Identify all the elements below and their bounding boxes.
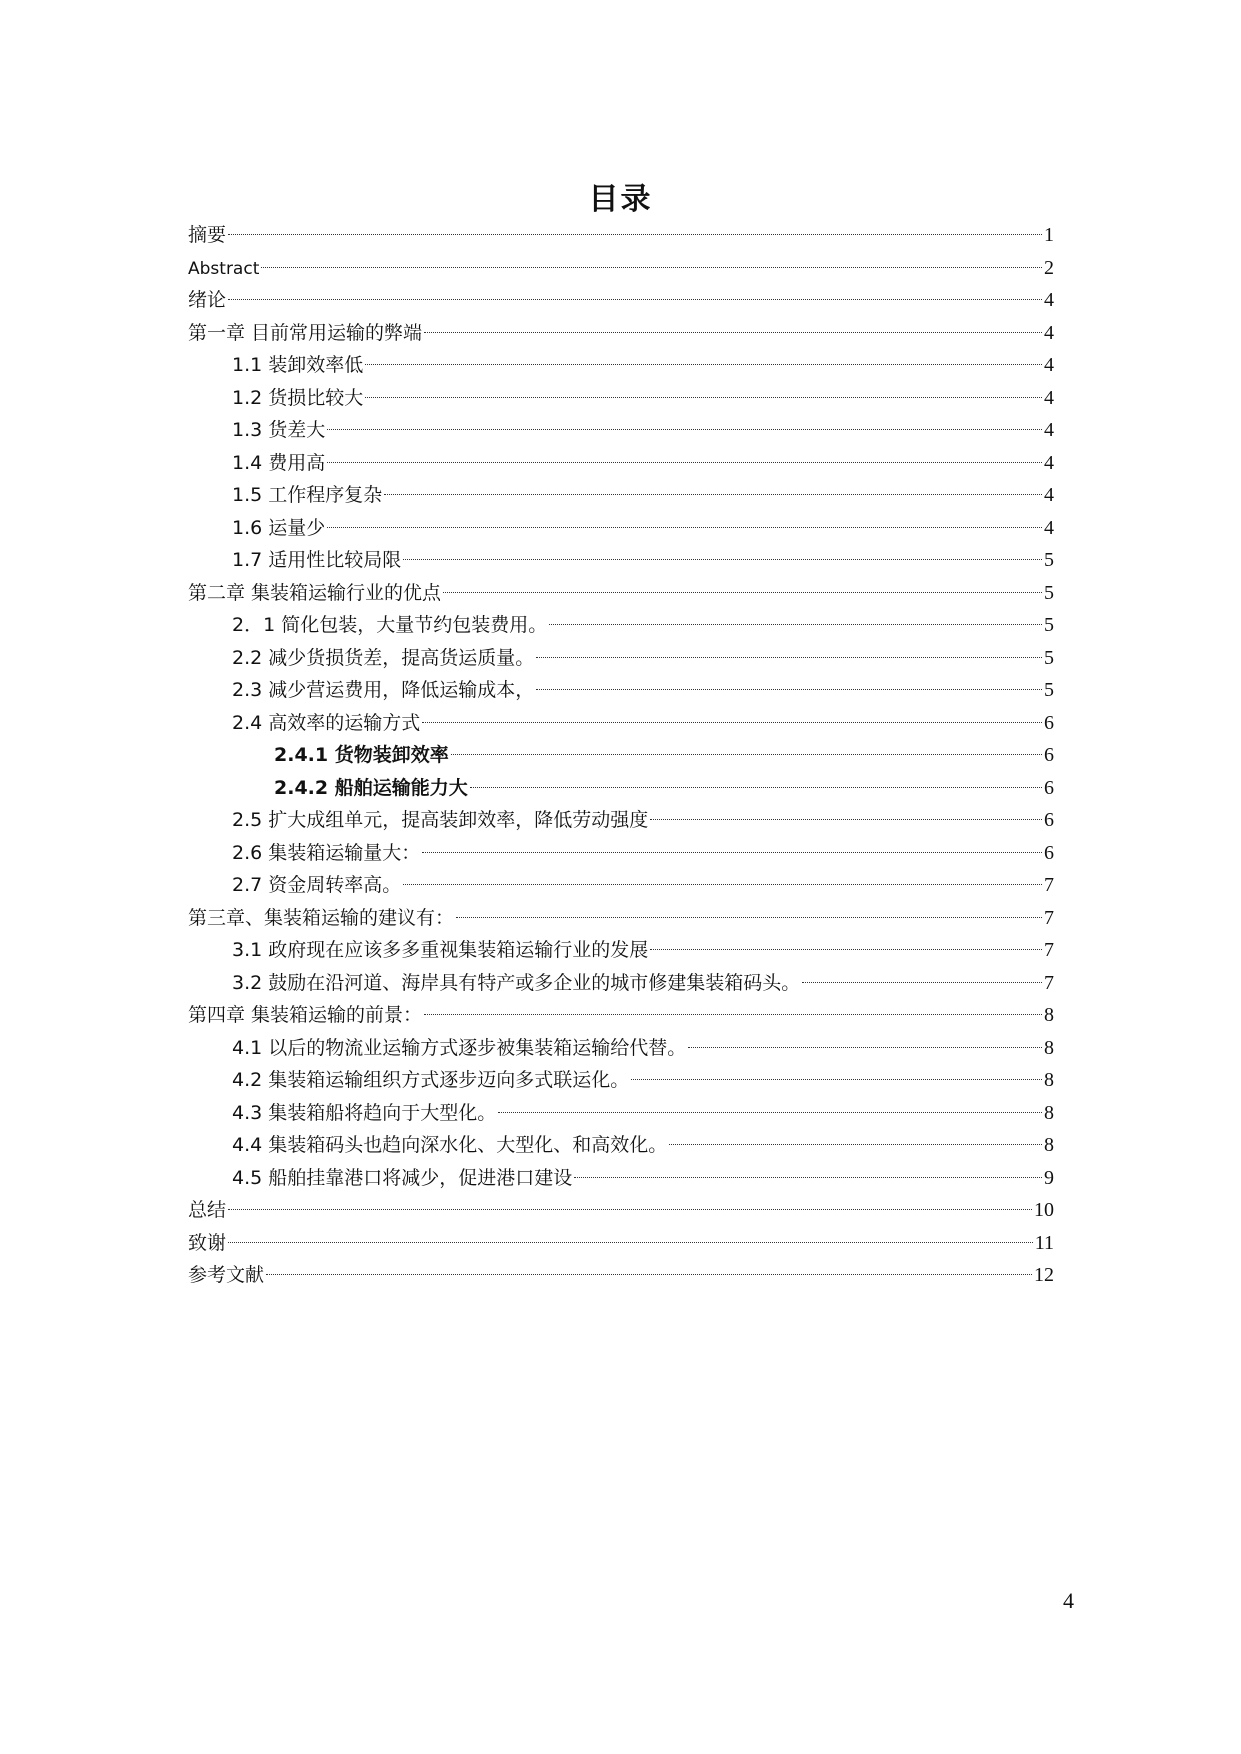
dot-leader	[266, 1274, 1032, 1275]
toc-entry[interactable]	[188, 252, 1054, 285]
toc-entry-label: 3.2 鼓励在沿河道、海岸具有特产或多企业的城市修建集装箱码头。	[232, 971, 801, 994]
toc-entry-label: 2.7 资金周转率高。	[232, 874, 402, 896]
dot-leader	[650, 819, 1042, 820]
dot-leader	[498, 1112, 1042, 1113]
toc-entry-page-number: 8	[1044, 1134, 1054, 1156]
toc-entry[interactable]	[188, 674, 1054, 707]
dot-leader	[536, 689, 1042, 690]
dot-leader	[549, 624, 1042, 625]
toc-entry[interactable]	[188, 967, 1054, 1000]
toc-entry[interactable]	[188, 869, 1054, 902]
toc-entry[interactable]	[188, 1162, 1054, 1195]
toc-entry-label: 2.2 减少货损货差，提高货运质量。	[232, 646, 535, 669]
toc-entry-page-number: 7	[1044, 874, 1054, 896]
toc-entry-page-number: 7	[1044, 971, 1054, 994]
dot-leader	[327, 462, 1042, 463]
toc-entry-label: 摘要	[188, 224, 227, 246]
toc-entry-label: 1.4 费用高	[232, 451, 326, 474]
toc-entry-page-number: 6	[1044, 744, 1054, 766]
toc-entry[interactable]	[188, 382, 1054, 415]
toc-entry-page-number: 9	[1044, 1166, 1054, 1189]
dot-leader	[688, 1047, 1042, 1048]
toc-entry-page-number: 5	[1044, 581, 1054, 604]
toc-entry-page-number: 1	[1044, 224, 1054, 246]
toc-entry[interactable]	[188, 1227, 1054, 1260]
toc-entry-label: 第二章 集装箱运输行业的优点	[188, 581, 442, 604]
toc-entry[interactable]	[188, 219, 1054, 252]
toc-entry-page-number: 4	[1044, 289, 1054, 311]
toc-entry-label: 2.4.1 货物装卸效率	[274, 744, 449, 766]
toc-entry-page-number: 4	[1044, 419, 1054, 441]
toc-entry[interactable]	[188, 837, 1054, 870]
toc-entry-label: 1.5 工作程序复杂	[232, 484, 383, 506]
dot-leader	[443, 592, 1042, 593]
toc-entry[interactable]	[188, 1064, 1054, 1097]
toc-entry-page-number: 8	[1044, 1004, 1054, 1026]
toc-entry[interactable]	[188, 707, 1054, 740]
toc-entry-page-number: 10	[1034, 1199, 1054, 1221]
dot-leader	[574, 1177, 1042, 1178]
dot-leader	[327, 527, 1042, 528]
toc-entry-page-number: 6	[1044, 841, 1054, 864]
toc-entry[interactable]	[188, 642, 1054, 675]
dot-leader	[228, 1242, 1033, 1243]
toc-entry[interactable]	[188, 1032, 1054, 1065]
toc-entry-page-number: 8	[1044, 1036, 1054, 1059]
dot-leader	[669, 1144, 1042, 1145]
dot-leader	[327, 429, 1042, 430]
toc-entry[interactable]	[188, 1194, 1054, 1227]
toc-entry-page-number: 5	[1044, 646, 1054, 669]
toc-entry-page-number: 4	[1044, 386, 1054, 409]
toc-entry-label: 2.5 扩大成组单元，提高装卸效率，降低劳动强度	[232, 809, 649, 831]
dot-leader	[403, 559, 1042, 560]
toc-entry-label: 2.4 高效率的运输方式	[232, 711, 421, 734]
toc-entry-page-number: 5	[1044, 549, 1054, 571]
toc-entry-page-number: 5	[1044, 679, 1054, 701]
dot-leader	[631, 1079, 1042, 1080]
toc-entry-label: 1.3 货差大	[232, 419, 326, 441]
toc-entry-page-number: 4	[1044, 451, 1054, 474]
toc-entry[interactable]	[188, 804, 1054, 837]
toc-entry-label: 绪论	[188, 289, 227, 311]
dot-leader	[650, 949, 1042, 950]
toc-entry-label: 2.6 集装箱运输量大：	[232, 841, 421, 864]
toc-entry-label: 2.3 减少营运费用，降低运输成本，	[232, 679, 535, 701]
toc-entry-label: 总结	[188, 1199, 227, 1221]
toc-entry-page-number: 4	[1044, 354, 1054, 376]
dot-leader	[365, 364, 1042, 365]
toc-entry-label: 4.1 以后的物流业运输方式逐步被集装箱运输给代替。	[232, 1036, 687, 1059]
toc-entry-label: 3.1 政府现在应该多多重视集装箱运输行业的发展	[232, 939, 649, 961]
toc-entry[interactable]	[188, 317, 1054, 350]
toc-entry-label: Abstract	[188, 258, 260, 279]
toc-entry[interactable]	[188, 999, 1054, 1032]
toc-entry-page-number: 6	[1044, 711, 1054, 734]
toc-entry-page-number: 8	[1044, 1101, 1054, 1124]
dot-leader	[802, 982, 1042, 983]
toc-entry-page-number: 11	[1034, 1231, 1054, 1254]
toc-entry-label: 1.2 货损比较大	[232, 386, 364, 409]
toc-entry-page-number: 4	[1044, 321, 1054, 344]
table-of-contents	[188, 219, 1054, 1292]
dot-leader	[424, 1014, 1042, 1015]
toc-entry-label: 4.2 集装箱运输组织方式逐步迈向多式联运化。	[232, 1069, 630, 1091]
toc-entry-page-number: 7	[1044, 906, 1054, 929]
toc-entry-label: 4.4 集装箱码头也趋向深水化、大型化、和高效化。	[232, 1134, 668, 1156]
toc-entry[interactable]	[188, 349, 1054, 382]
toc-entry[interactable]	[188, 739, 1054, 772]
toc-entry-label: 第三章、集装箱运输的建议有：	[188, 906, 455, 929]
toc-entry[interactable]	[188, 772, 1054, 805]
toc-entry-page-number: 2	[1044, 256, 1054, 279]
toc-entry-label: 2．1 简化包装，大量节约包装费用。	[232, 614, 548, 636]
toc-entry[interactable]	[188, 447, 1054, 480]
dot-leader	[422, 852, 1042, 853]
toc-entry-label: 第一章 目前常用运输的弊端	[188, 321, 423, 344]
toc-entry-page-number: 6	[1044, 809, 1054, 831]
page-title: 目录	[588, 182, 653, 218]
dot-leader	[228, 234, 1042, 235]
toc-entry-page-number: 5	[1044, 614, 1054, 636]
toc-entry-page-number: 12	[1034, 1264, 1054, 1286]
toc-entry-label: 1.7 适用性比较局限	[232, 549, 402, 571]
toc-entry[interactable]	[188, 1259, 1054, 1292]
dot-leader	[228, 1209, 1032, 1210]
dot-leader	[424, 332, 1042, 333]
toc-entry[interactable]	[188, 577, 1054, 610]
dot-leader	[365, 397, 1042, 398]
dot-leader	[403, 884, 1042, 885]
toc-entry[interactable]	[188, 902, 1054, 935]
dot-leader	[536, 657, 1042, 658]
toc-entry-page-number: 4	[1044, 484, 1054, 506]
dot-leader	[470, 787, 1042, 788]
toc-entry-label: 2.4.2 船舶运输能力大	[274, 776, 468, 799]
dot-leader	[384, 494, 1042, 495]
toc-entry-label: 参考文献	[188, 1264, 265, 1286]
toc-entry-label: 致谢	[188, 1231, 227, 1254]
dot-leader	[261, 267, 1042, 268]
dot-leader	[228, 299, 1042, 300]
toc-entry-label: 4.3 集装箱船将趋向于大型化。	[232, 1101, 497, 1124]
toc-entry[interactable]	[188, 284, 1054, 317]
toc-entry-label: 1.1 装卸效率低	[232, 354, 364, 376]
toc-entry[interactable]	[188, 479, 1054, 512]
toc-entry[interactable]	[188, 544, 1054, 577]
toc-entry[interactable]	[188, 512, 1054, 545]
toc-entry[interactable]	[188, 934, 1054, 967]
toc-entry-label: 4.5 船舶挂靠港口将减少，促进港口建设	[232, 1166, 573, 1189]
toc-entry[interactable]	[188, 414, 1054, 447]
dot-leader	[422, 722, 1042, 723]
toc-entry-page-number: 6	[1044, 776, 1054, 799]
toc-entry[interactable]	[188, 1097, 1054, 1130]
toc-entry-label: 1.6 运量少	[232, 516, 326, 539]
toc-entry-page-number: 7	[1044, 939, 1054, 961]
toc-entry-label: 第四章 集装箱运输的前景：	[188, 1004, 423, 1026]
footer-page-number: 4	[1063, 1588, 1074, 1613]
toc-entry[interactable]	[188, 1129, 1054, 1162]
dot-leader	[451, 754, 1042, 755]
toc-entry[interactable]	[188, 609, 1054, 642]
toc-entry-page-number: 4	[1044, 516, 1054, 539]
dot-leader	[456, 917, 1042, 918]
toc-entry-page-number: 8	[1044, 1069, 1054, 1091]
